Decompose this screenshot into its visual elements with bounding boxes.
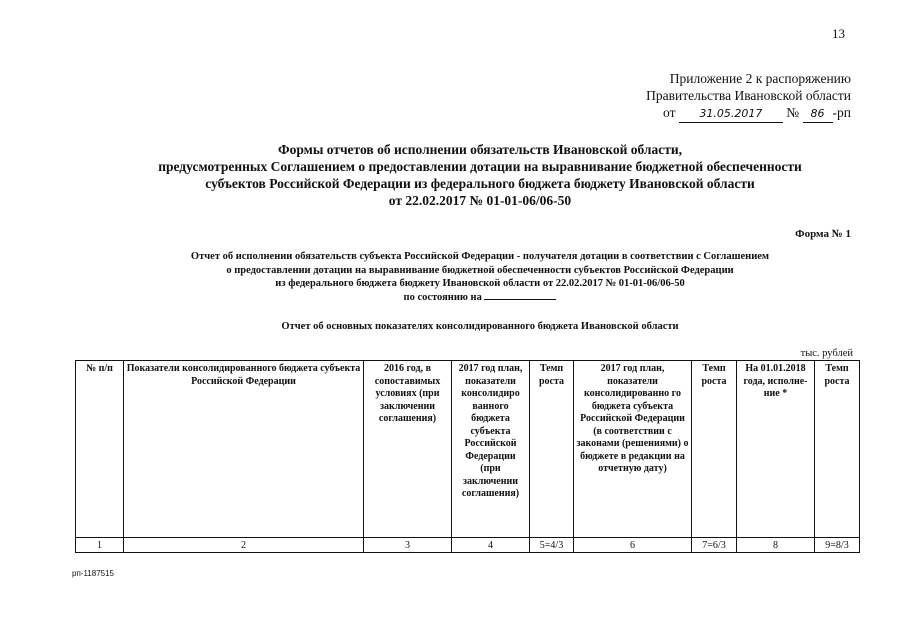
column-number-cell: 8: [737, 538, 815, 553]
status-date-label: по состоянию на: [403, 291, 482, 303]
header-cell: № п/п: [76, 361, 124, 538]
appendix-line-1: Приложение 2 к распоряжению: [669, 71, 851, 86]
header-cell: Показатели консолидированного бюджета субъекта Российской Федерации: [124, 361, 364, 538]
appendix-suffix: -рп: [832, 105, 851, 120]
status-date-blank: [484, 299, 556, 300]
column-number-cell: 9=8/3: [815, 538, 860, 553]
column-number-cell: 7=6/3: [692, 538, 737, 553]
indicators-table: [75, 360, 860, 553]
table-title: Отчет об основных показателях консолидированного бюджета Ивановской области: [281, 321, 679, 332]
header-cell: На 01.01.2018 года, исполне-ние *: [737, 361, 815, 538]
header-cell: 2016 год, в сопоставимых условиях (при заключении соглашения): [364, 361, 452, 538]
appendix-date: 31.05.2017: [679, 105, 783, 123]
column-number-cell: 5=4/3: [530, 538, 574, 553]
header-cell: 2017 год план, показатели консолидированно го бюджета субъекта Российской Федерации (в соответствии с законами (решениями) о бюджете в редакции на отчетную дату): [574, 361, 692, 538]
header-cell: Темп роста: [815, 361, 860, 538]
title-line-3: субъектов Российской Федерации из федерального бюджета бюджету Ивановской области: [205, 176, 755, 191]
appendix-from-label: от: [663, 105, 676, 120]
column-number-cell: 3: [364, 538, 452, 553]
document-title: [100, 141, 860, 209]
title-line-1: Формы отчетов об исполнении обязательств Ивановской области,: [277, 142, 683, 157]
subtitle-line-3: из федерального бюджета бюджету Ивановской области от 22.02.2017 № 01-01-06/06-50: [275, 278, 685, 289]
column-number-cell: 4: [452, 538, 530, 553]
title-line-2: предусмотренных Соглашением о предоставлении дотации на выравнивание бюджетной обеспеченности: [158, 159, 802, 174]
column-number-row: [76, 538, 860, 553]
column-number-cell: 6: [574, 538, 692, 553]
units-label: тыс. рублей: [800, 348, 853, 359]
appendix-block: [646, 70, 851, 123]
page-number: 13: [832, 26, 845, 41]
appendix-number-label: №: [786, 105, 800, 120]
header-cell: Темп роста: [692, 361, 737, 538]
header-cell: 2017 год план, показатели консолидиро ванного бюджета субъекта Российской Федерации (при заключении соглашения): [452, 361, 530, 538]
subtitle-line-4: [100, 291, 860, 305]
appendix-date-row: [646, 104, 851, 123]
report-subtitle: [100, 250, 860, 304]
table-header-row: [76, 361, 860, 538]
appendix-line-2: Правительства Ивановской области: [646, 88, 851, 103]
column-number-cell: 2: [124, 538, 364, 553]
subtitle-line-1: Отчет об исполнении обязательств субъекта Российской Федерации - получателя дотации в соответствии с Соглашением: [190, 251, 770, 262]
title-line-4: от 22.02.2017 № 01-01-06/06-50: [388, 193, 572, 208]
column-number-cell: 1: [76, 538, 124, 553]
footer-code: рп-1187515: [72, 569, 114, 578]
form-label: Форма № 1: [795, 228, 851, 240]
appendix-number: 86: [803, 105, 833, 123]
header-cell: Темп роста: [530, 361, 574, 538]
subtitle-line-2: о предоставлении дотации на выравнивание бюджетной обеспеченности субъектов Российской Федерации: [226, 264, 734, 276]
